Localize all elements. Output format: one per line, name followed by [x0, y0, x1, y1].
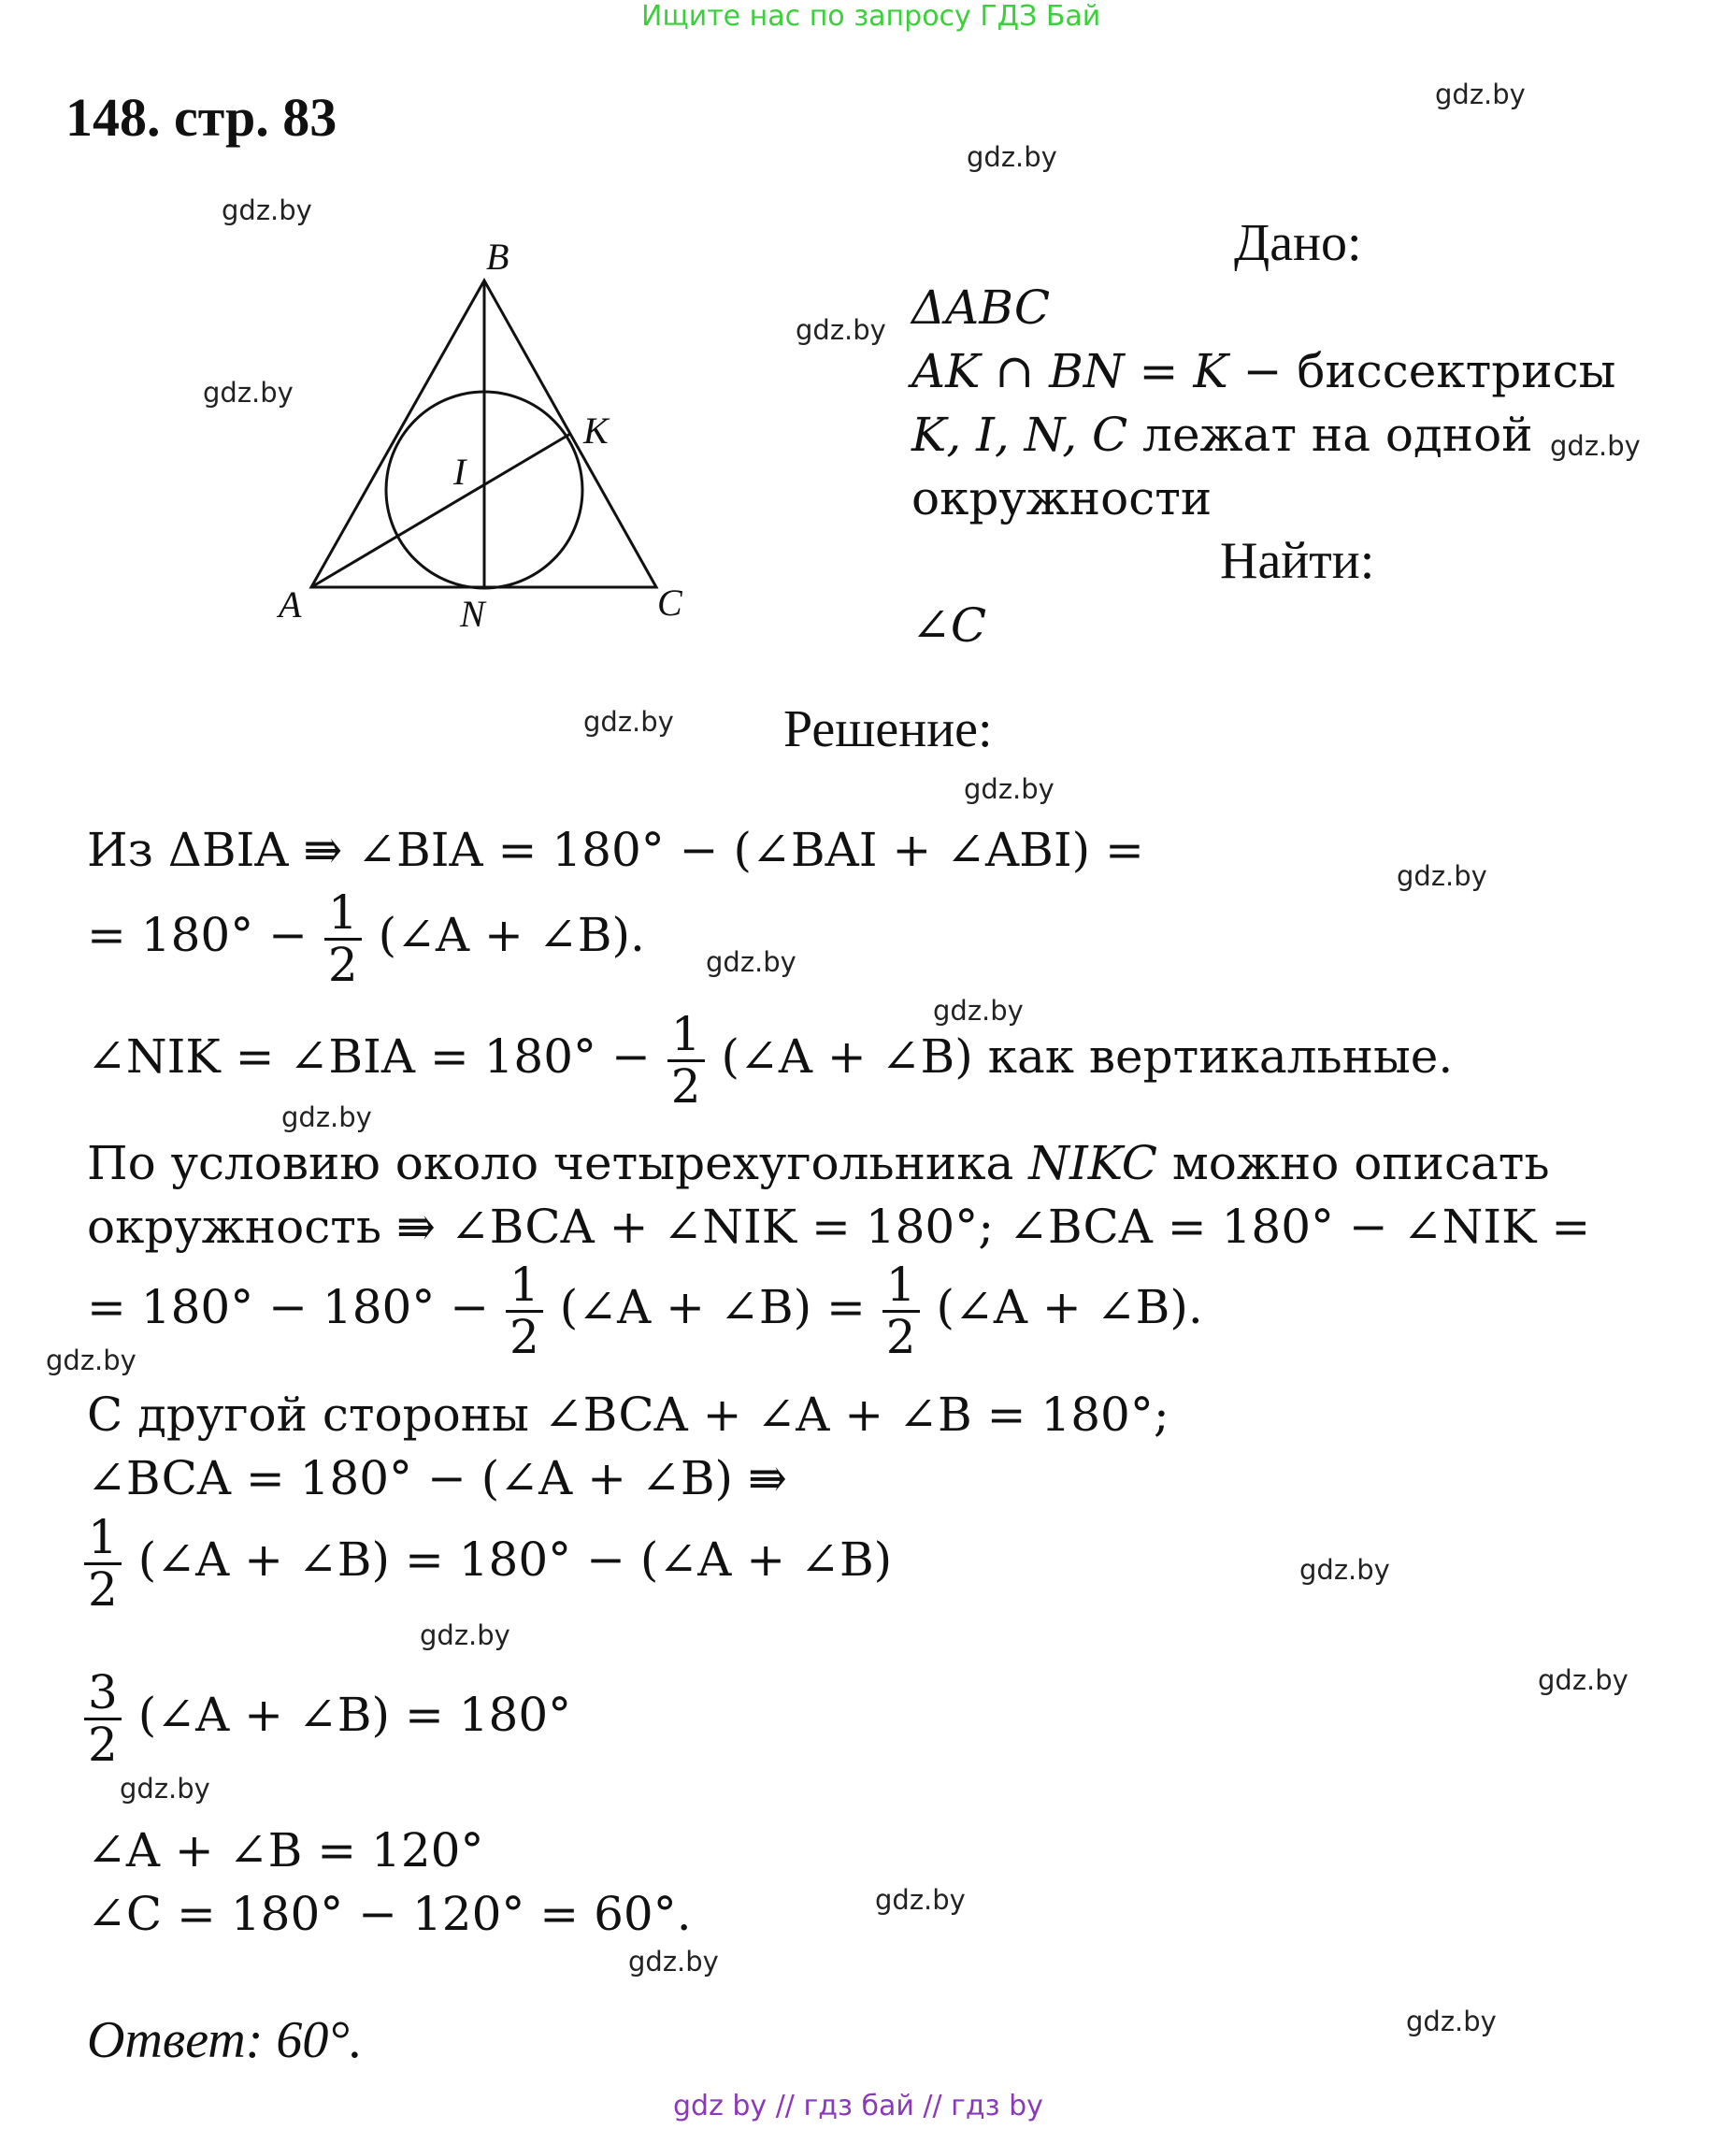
solution-line-9: $\frac{1}{2}$ (∠A + ∠B) = 180° − (∠A + ∠B)	[82, 1513, 892, 1614]
solution-line-5: окружность ⇛ ∠BCA + ∠NIK = 180°; ∠BCA = 180° − ∠NIK =	[87, 1200, 1591, 1254]
watermark: gdz.by	[706, 946, 796, 978]
watermark: gdz.by	[1538, 1664, 1628, 1696]
solution-line-11: ∠A + ∠B = 120°	[87, 1823, 484, 1877]
watermark: gdz.by	[222, 194, 312, 226]
watermark: gdz.by	[1299, 1554, 1390, 1586]
label-i: I	[453, 451, 466, 493]
solution-line-3: ∠NIK = ∠BIA = 180° − $\frac{1}{2}$ (∠A + ∠B) как вертикальные.	[87, 1007, 1454, 1114]
watermark: gdz.by	[875, 1884, 966, 1916]
watermark: gdz.by	[1406, 2006, 1497, 2037]
watermark: gdz.by	[967, 141, 1057, 173]
answer: Ответ: 60°.	[87, 2011, 363, 2069]
watermark: gdz.by	[628, 1946, 719, 1978]
watermark: gdz.by	[281, 1101, 372, 1133]
solution-line-12: ∠C = 180° − 120° = 60°.	[87, 1887, 692, 1941]
watermark: gdz.by	[120, 1773, 210, 1805]
label-b: B	[486, 236, 509, 278]
given-circle: окружности	[911, 471, 1212, 525]
triangle-figure	[262, 229, 710, 640]
top-banner[interactable]: Ищите нас по запросу ГДЗ Бай	[641, 0, 1101, 33]
find-heading: Найти:	[1220, 532, 1375, 590]
watermark: gdz.by	[203, 377, 294, 409]
watermark: gdz.by	[1435, 79, 1526, 110]
solution-line-2: = 180° − $\frac{1}{2}$ (∠A + ∠B).	[87, 885, 645, 992]
solution-line-6: = 180° − 180° − $\frac{1}{2}$ (∠A + ∠B) = $\frac{1}{2}$ (∠A + ∠B).	[87, 1258, 1203, 1364]
watermark: gdz.by	[1397, 860, 1487, 892]
watermark: gdz.by	[1550, 430, 1641, 462]
solution-line-7: С другой стороны ∠BCA + ∠A + ∠B = 180°;	[87, 1388, 1169, 1442]
label-c: C	[657, 582, 682, 624]
given-triangle: ΔABC	[911, 281, 1051, 335]
find-value: ∠C	[911, 598, 987, 653]
solution-line-8: ∠BCA = 180° − (∠A + ∠B) ⇛	[87, 1451, 787, 1505]
label-a: A	[279, 583, 302, 626]
given-bisectors: AK ∩ BN = K − биссектрисы	[911, 344, 1616, 398]
given-heading: Дано:	[1234, 214, 1362, 272]
watermark: gdz.by	[796, 314, 886, 346]
fraction-half: $\frac{1}{2}$	[506, 1260, 543, 1361]
label-n: N	[460, 593, 485, 635]
fraction-half: $\frac{1}{2}$	[324, 888, 362, 989]
exercise-title: 148. стр. 83	[65, 87, 337, 148]
fraction-half: $\frac{1}{2}$	[667, 1010, 705, 1111]
footer-links[interactable]: gdz by // гдз бай // гдз by	[673, 2090, 1043, 2122]
solution-line-4: По условию около четырехугольника NIKC можно описать	[87, 1136, 1550, 1190]
label-k: K	[583, 410, 609, 452]
fraction-half: $\frac{1}{2}$	[882, 1260, 920, 1361]
solution-line-10: $\frac{3}{2}$ (∠A + ∠B) = 180°	[82, 1668, 571, 1769]
fraction-half: $\frac{1}{2}$	[84, 1513, 122, 1614]
fraction-three-halves: $\frac{3}{2}$	[84, 1668, 122, 1769]
watermark: gdz.by	[46, 1345, 136, 1376]
given-points: K, I, N, C лежат на одной	[911, 408, 1533, 462]
solution-line-1: Из ΔBIA ⇛ ∠BIA = 180° − (∠BAI + ∠ABI) =	[87, 823, 1144, 877]
watermark: gdz.by	[583, 706, 674, 738]
solution-heading: Решение:	[783, 700, 993, 758]
watermark: gdz.by	[420, 1619, 510, 1651]
watermark: gdz.by	[933, 995, 1024, 1027]
watermark: gdz.by	[964, 773, 1055, 805]
bisector-ak	[311, 434, 570, 587]
